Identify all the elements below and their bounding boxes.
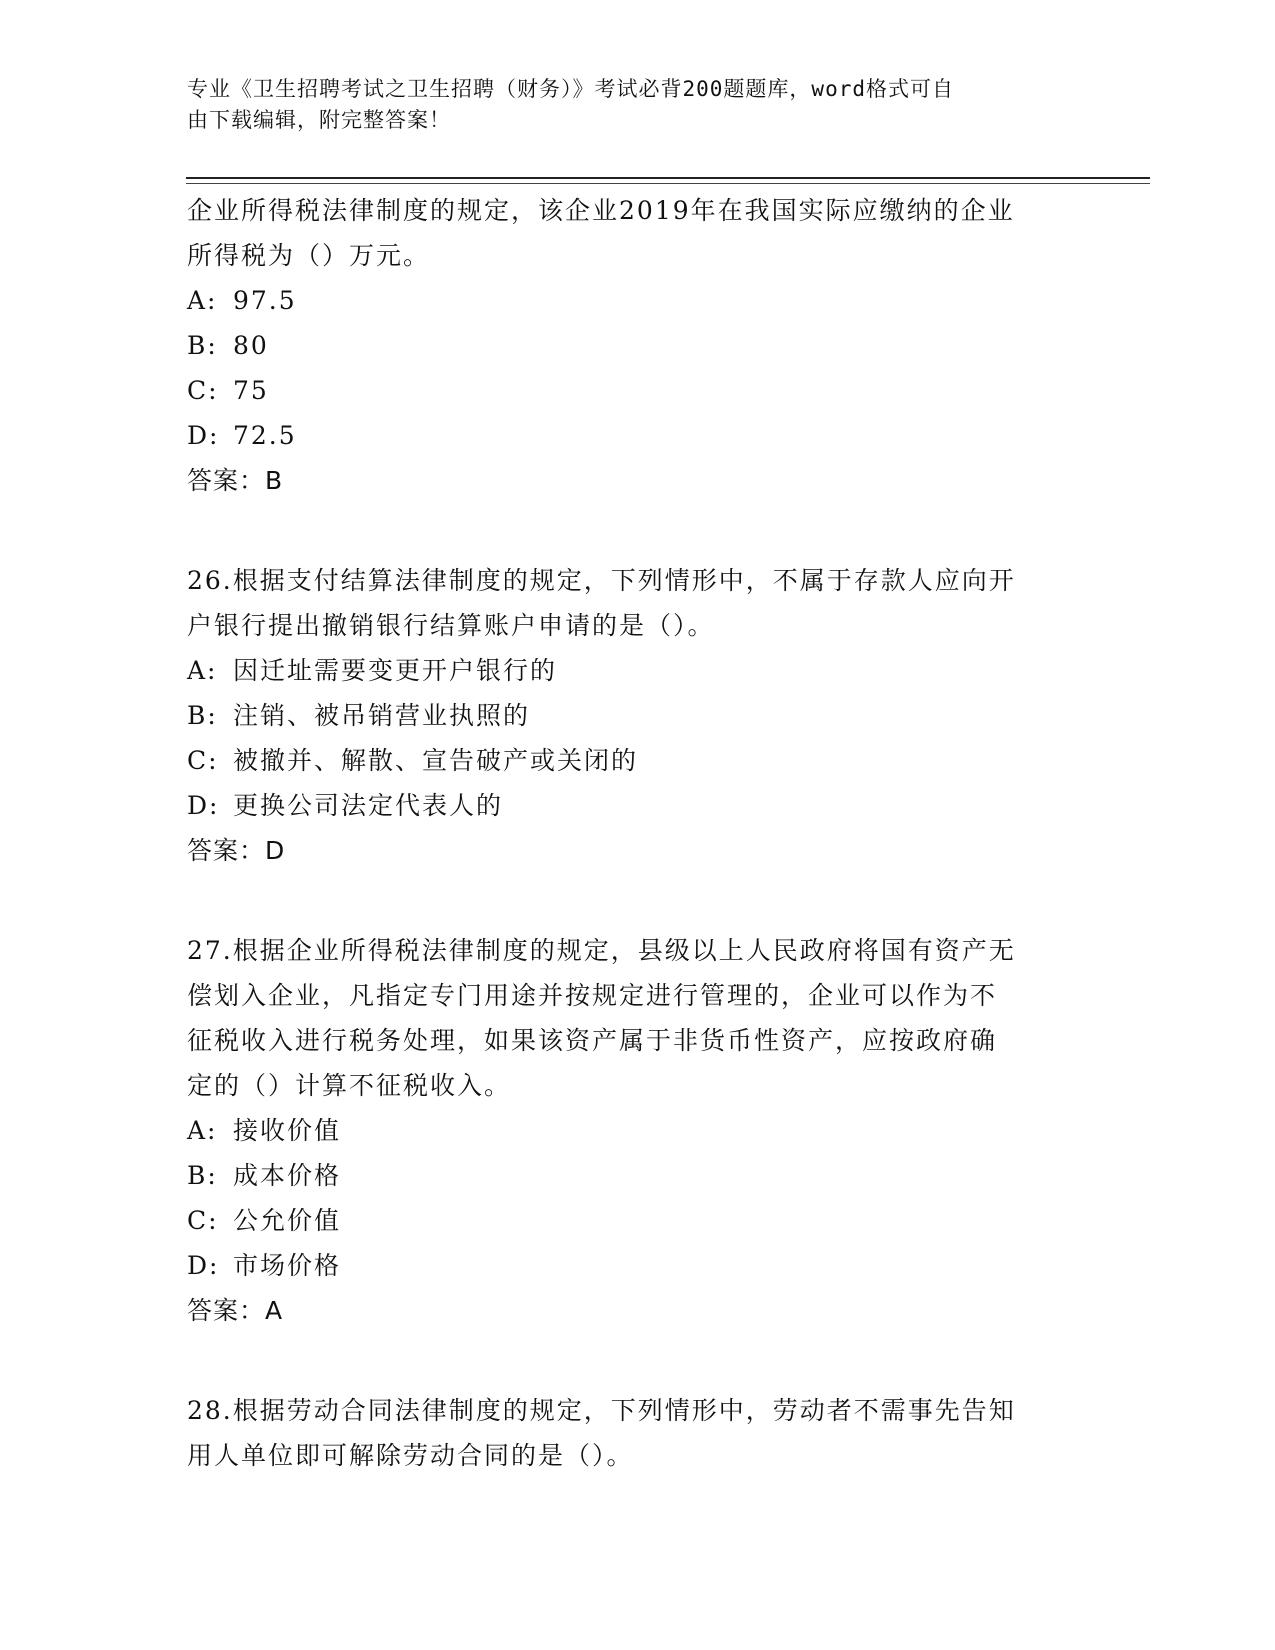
question-text-line: 26.根据支付结算法律制度的规定，下列情形中，不属于存款人应向开 bbox=[187, 566, 1016, 595]
option-label: C: bbox=[187, 746, 219, 775]
question-text-line: 27.根据企业所得税法律制度的规定，县级以上人民政府将国有资产无 bbox=[187, 936, 1016, 965]
option-label: D: bbox=[187, 421, 220, 450]
option-c bbox=[187, 738, 1087, 783]
header-line-1: 专业《卫生招聘考试之卫生招聘（财务）》考试必背200题题库，word格式可自 bbox=[187, 77, 954, 101]
option-label: A: bbox=[187, 286, 218, 315]
option-text: 成本价格 bbox=[233, 1161, 342, 1190]
question-text-line: 定的（）计算不征税收入。 bbox=[187, 1071, 512, 1100]
header-divider-thick bbox=[186, 177, 1150, 179]
option-b bbox=[187, 323, 1087, 368]
option-text: 注销、被吊销营业执照的 bbox=[233, 701, 531, 730]
option-text: 市场价格 bbox=[233, 1251, 342, 1280]
header-line-2: 由下载编辑，附完整答案！ bbox=[187, 108, 451, 132]
option-label: A: bbox=[187, 1116, 218, 1145]
answer-line: 答案：B bbox=[187, 466, 284, 495]
option-text: 80 bbox=[233, 331, 269, 360]
option-text: 接收价值 bbox=[233, 1116, 342, 1145]
option-d bbox=[187, 783, 1087, 828]
option-c bbox=[187, 1198, 1087, 1243]
option-label: C: bbox=[187, 376, 219, 405]
header-divider-thin bbox=[186, 183, 1150, 184]
question-text-line: 征税收入进行税务处理，如果该资产属于非货币性资产，应按政府确 bbox=[187, 1026, 998, 1055]
option-text: 97.5 bbox=[233, 286, 297, 315]
option-text: 72.5 bbox=[233, 421, 297, 450]
option-text: 公允价值 bbox=[233, 1206, 342, 1235]
option-text: 更换公司法定代表人的 bbox=[233, 791, 504, 820]
option-label: B: bbox=[187, 701, 218, 730]
option-a bbox=[187, 278, 1087, 323]
option-text: 因迁址需要变更开户银行的 bbox=[233, 656, 558, 685]
option-a bbox=[187, 1108, 1087, 1153]
question-28 bbox=[187, 1388, 1087, 1478]
document-header bbox=[187, 74, 1087, 136]
question-list bbox=[187, 188, 1087, 1478]
option-d bbox=[187, 1243, 1087, 1288]
option-c bbox=[187, 368, 1087, 413]
option-b bbox=[187, 693, 1087, 738]
option-label: D: bbox=[187, 791, 220, 820]
option-label: B: bbox=[187, 331, 218, 360]
option-label: C: bbox=[187, 1206, 219, 1235]
option-text: 被撤并、解散、宣告破产或关闭的 bbox=[233, 746, 639, 775]
option-b bbox=[187, 1153, 1087, 1198]
answer-line: 答案：D bbox=[187, 836, 286, 865]
option-label: A: bbox=[187, 656, 218, 685]
question-text-line: 偿划入企业，凡指定专门用途并按规定进行管理的，企业可以作为不 bbox=[187, 981, 998, 1010]
option-d bbox=[187, 413, 1087, 458]
question-text-line: 28.根据劳动合同法律制度的规定，下列情形中，劳动者不需事先告知 bbox=[187, 1396, 1016, 1425]
option-label: D: bbox=[187, 1251, 220, 1280]
question-25 bbox=[187, 188, 1087, 504]
question-text-line: 所得税为（）万元。 bbox=[187, 241, 431, 270]
question-text-line: 用人单位即可解除劳动合同的是（）。 bbox=[187, 1441, 634, 1470]
question-text-line: 户银行提出撤销银行结算账户申请的是（）。 bbox=[187, 611, 715, 640]
question-26 bbox=[187, 558, 1087, 874]
question-text-line: 企业所得税法律制度的规定，该企业2019年在我国实际应缴纳的企业 bbox=[187, 196, 1015, 225]
answer-line: 答案：A bbox=[187, 1296, 284, 1325]
option-a bbox=[187, 648, 1087, 693]
option-label: B: bbox=[187, 1161, 218, 1190]
option-text: 75 bbox=[233, 376, 269, 405]
question-27 bbox=[187, 928, 1087, 1334]
